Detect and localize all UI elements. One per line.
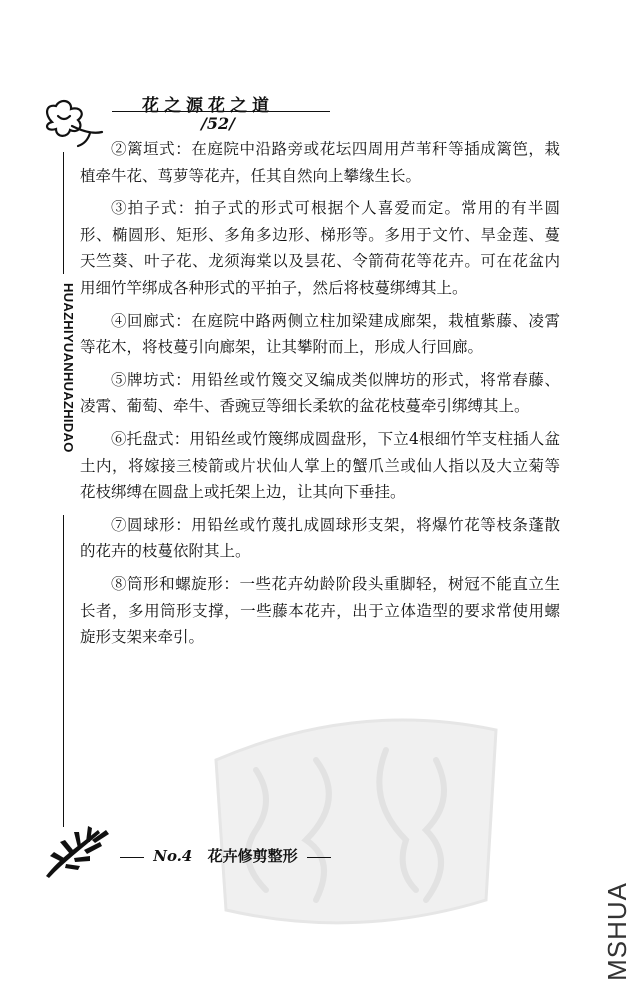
footer-rule-right	[307, 857, 331, 858]
paragraph: ②篱垣式：在庭院中沿路旁或花坛四周用芦苇秆等插成篱笆，栽植牵牛花、茑萝等花卉，任其自然向上攀缘生长。	[80, 140, 560, 185]
paragraph: ⑦圆球形：用铅丝或竹蔑扎成圆球形支架，将爆竹花等枝条蓬散的花卉的枝蔓依附其上。	[80, 515, 560, 561]
chapter-footer	[116, 845, 335, 866]
chapter-number: No.4	[153, 847, 193, 865]
side-rule-top	[63, 152, 64, 274]
paragraph: ④回廊式：在庭院中路两侧立柱加梁建成廊架，栽植紫藤、凌霄等花木，将枝蔓引向廊架，让其攀附而上，形成人行回廊。	[80, 311, 560, 357]
paragraph: ⑥托盘式：用铅丝或竹篾绑成圆盘形，下立4根细竹竿支柱插人盆土内，将嫁接三棱箭或片状仙人掌上的蟹爪兰或仙人指以及大立菊等花枝绑缚在圆盘上或托架上边，让其向下垂挂。	[80, 429, 560, 502]
chapter-title: 花卉修剪整形	[207, 847, 298, 865]
paragraph: ③拍子式：拍子式的形式可根据个人喜爱而定。常用的有半圆形、椭圆形、矩形、多角多边形、梯形等。多用于文竹、旱金莲、蔓天竺葵、叶子花、龙须海棠以及昙花、令箭荷花等花卉。可在花盆内用细竹竿绑成各种形式的平拍子，然后将枝蔓绑缚其上。	[80, 199, 560, 297]
footer-rule-left	[120, 857, 144, 858]
side-running-title: HUAZHIYUANHUAZHIDAO	[61, 283, 76, 453]
body-text	[80, 136, 560, 657]
side-rule-bottom	[63, 515, 64, 827]
paragraph: ⑤牌坊式：用铅丝或竹篾交叉编成类似牌坊的形式，将常春藤、凌霄、葡萄、牵牛、香豌豆等细长柔软的盆花枝蔓牵引绑缚其上。	[80, 370, 560, 416]
fern-ornament-icon	[40, 818, 116, 880]
corner-watermark-text: MSHUA	[602, 882, 632, 981]
book-title: 花之源花之道	[142, 96, 274, 116]
seal-watermark-icon	[196, 690, 516, 950]
paragraph: ⑧筒形和螺旋形：一些花卉幼龄阶段头重脚轻，树冠不能直立生长者，多用筒形支撑，一些藤本花卉，出于立体造型的要求常使用螺旋形支架来牵引。	[80, 574, 560, 647]
page-number: /52/	[201, 114, 235, 133]
